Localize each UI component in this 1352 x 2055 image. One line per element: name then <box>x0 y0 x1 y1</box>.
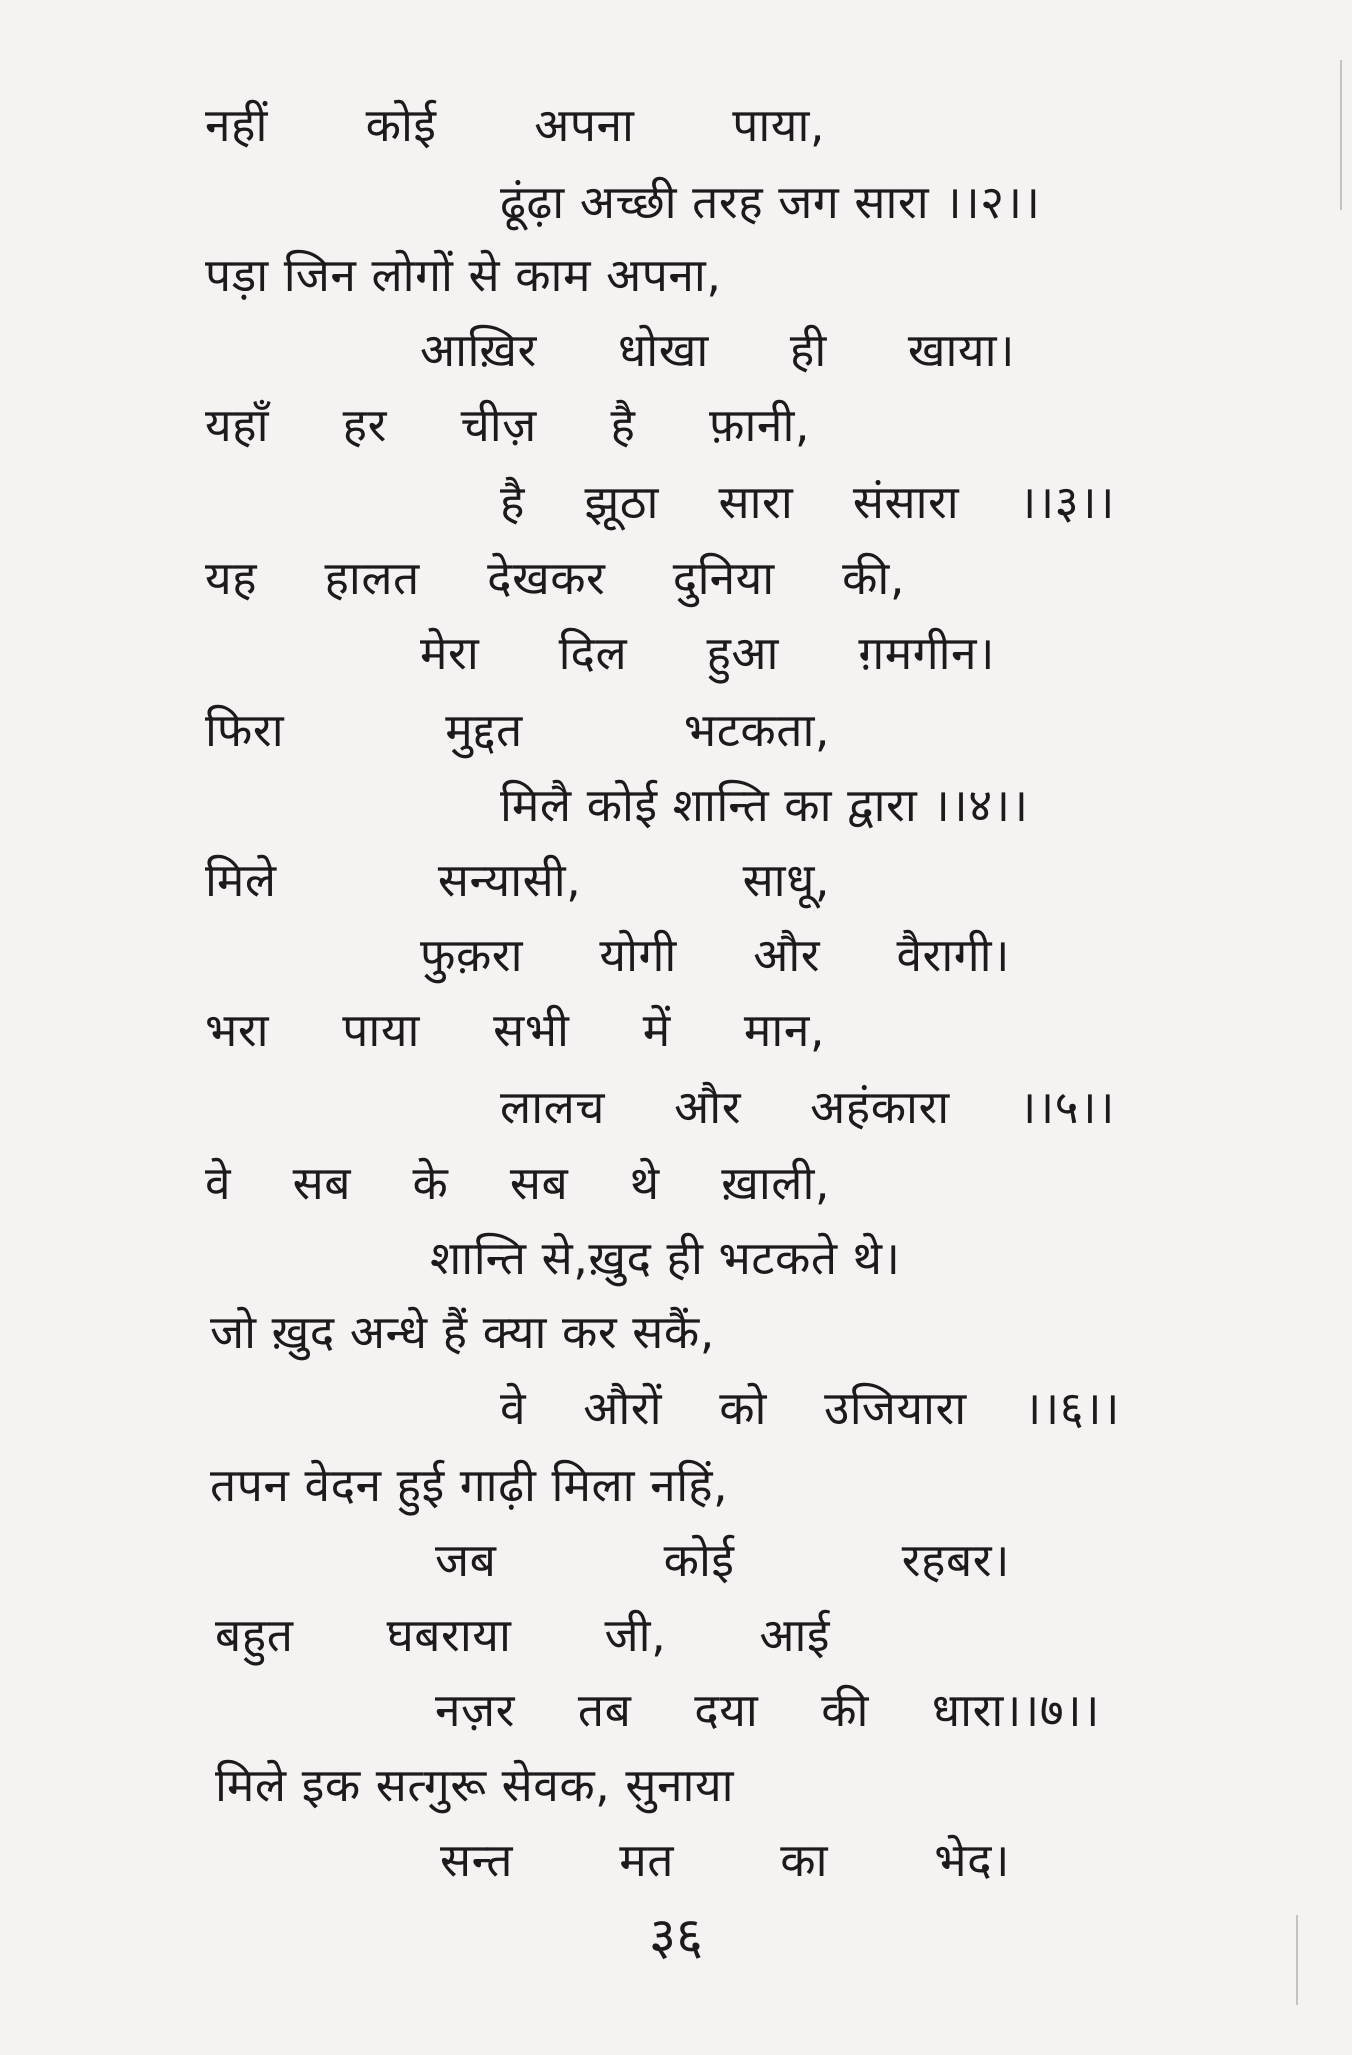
verse-word: फ़ानी, <box>709 398 810 452</box>
verse-word: का <box>780 1833 828 1887</box>
verse-word: कोई <box>663 1533 735 1587</box>
verse-word: वे <box>205 1156 232 1210</box>
verse-line-14 <box>500 1077 1115 1137</box>
verse-line-4 <box>420 320 1015 380</box>
verse-word: मान, <box>743 1003 825 1057</box>
verse-word: की, <box>842 551 905 605</box>
verse-word: जी, <box>604 1608 667 1662</box>
verse-word: नज़र <box>435 1683 515 1737</box>
verse-line-9 <box>205 700 830 760</box>
verse-line-23: मिले इक सत्गुरू सेवक, सुनाया <box>215 1758 735 1812</box>
verse-line-22 <box>435 1680 1100 1740</box>
verse-word: जब <box>435 1533 497 1587</box>
verse-line-18 <box>500 1378 1120 1438</box>
verse-word: मुद्दत <box>445 703 523 757</box>
verse-word: धारा।।७।। <box>931 1683 1100 1737</box>
verse-word: यह <box>205 551 258 605</box>
verse-line-11 <box>205 850 830 910</box>
verse-word: ही <box>789 323 827 377</box>
verse-word: रहबर। <box>901 1533 1010 1587</box>
verse-line-7 <box>205 548 905 608</box>
verse-word: दुनिया <box>672 551 775 605</box>
verse-word: बहुत <box>215 1608 294 1662</box>
verse-word: उजियारा <box>824 1381 967 1435</box>
verse-word: सभी <box>493 1003 570 1057</box>
verse-word: वैरागी। <box>896 928 1010 982</box>
verse-word: साधू, <box>742 853 830 907</box>
verse-word: सब <box>509 1156 569 1210</box>
verse-word: औरों <box>583 1381 663 1435</box>
verse-word: खाया। <box>907 323 1015 377</box>
verse-line-8 <box>420 623 995 683</box>
verse-word: सारा <box>718 475 794 529</box>
verse-word: ।।३।। <box>1018 475 1115 529</box>
verse-word: ।।६।। <box>1023 1381 1120 1435</box>
verse-word: योगी <box>599 928 677 982</box>
verse-word: मेरा <box>420 626 480 680</box>
verse-line-19: तपन वेदन हुई गाढ़ी मिला नहिं, <box>210 1458 729 1512</box>
verse-word: तब <box>577 1683 632 1737</box>
verse-word: लालच <box>500 1080 606 1134</box>
verse-line-20 <box>435 1530 1010 1590</box>
verse-word: को <box>719 1381 767 1435</box>
verse-line-15 <box>205 1153 830 1213</box>
verse-line-10: मिलै कोई शान्ति का द्वारा ।।४।। <box>500 778 1029 832</box>
verse-word: है <box>610 398 636 452</box>
verse-word: भेद। <box>934 1833 1010 1887</box>
verse-word: में <box>642 1003 671 1057</box>
verse-line-2: ढूंढ़ा अच्छी तरह जग सारा ।।२।। <box>500 175 1041 229</box>
verse-line-17: जो ख़ुद अन्धे हैं क्या कर सकैं, <box>210 1305 715 1359</box>
verse-word: घबराया <box>386 1608 512 1662</box>
verse-word: और <box>753 928 821 982</box>
verse-word: हालत <box>324 551 420 605</box>
verse-word: धोखा <box>618 323 709 377</box>
verse-word: अहंकारा <box>810 1080 950 1134</box>
verse-line-1 <box>205 95 825 155</box>
verse-word: झूठा <box>584 475 659 529</box>
verse-word: अपना <box>534 98 635 152</box>
verse-word: है <box>500 475 525 529</box>
verse-word: ख़ाली, <box>721 1156 830 1210</box>
verse-word: यहाँ <box>205 398 270 452</box>
verse-word: के <box>412 1156 449 1210</box>
verse-word: भरा <box>205 1003 270 1057</box>
verse-word: ।।५।। <box>1018 1080 1115 1134</box>
verse-line-24 <box>440 1830 1010 1890</box>
verse-word: की <box>821 1683 869 1737</box>
verse-line-21 <box>215 1605 830 1665</box>
verse-word: दया <box>694 1683 759 1737</box>
verse-word: हर <box>342 398 387 452</box>
scan-edge-mark <box>1340 60 1342 210</box>
verse-word: संसारा <box>852 475 960 529</box>
verse-word: थे <box>629 1156 660 1210</box>
verse-word: हुआ <box>706 626 779 680</box>
verse-line-16: शान्ति से,ख़ुद ही भटकते थे। <box>430 1231 901 1285</box>
verse-word: ग़मगीन। <box>858 626 995 680</box>
verse-word: भटकता, <box>683 703 830 757</box>
verse-line-6 <box>500 472 1115 532</box>
verse-line-13 <box>205 1000 825 1060</box>
verse-line-12 <box>420 925 1010 985</box>
verse-word: सन्त <box>440 1833 513 1887</box>
verse-word: आख़िर <box>420 323 537 377</box>
verse-word: आई <box>759 1608 830 1662</box>
page-number: ३६ <box>648 1907 704 1967</box>
scan-edge-mark <box>1296 1915 1298 2005</box>
verse-word: सन्यासी, <box>437 853 582 907</box>
verse-line-3: पड़ा जिन लोगों से काम अपना, <box>205 248 722 302</box>
verse-word: फुक़रा <box>420 928 524 982</box>
verse-word: पाया, <box>732 98 825 152</box>
verse-word: फिरा <box>205 703 285 757</box>
verse-word: नहीं <box>205 98 268 152</box>
verse-word: सब <box>292 1156 351 1210</box>
verse-line-5 <box>205 395 810 455</box>
verse-word: मिले <box>205 853 277 907</box>
verse-word: वे <box>500 1381 527 1435</box>
verse-word: कोई <box>365 98 437 152</box>
verse-word: पाया <box>342 1003 420 1057</box>
verse-word: चीज़ <box>460 398 537 452</box>
verse-word: देखकर <box>487 551 606 605</box>
verse-word: और <box>674 1080 742 1134</box>
verse-word: दिल <box>558 626 628 680</box>
verse-word: मत <box>619 1833 674 1887</box>
